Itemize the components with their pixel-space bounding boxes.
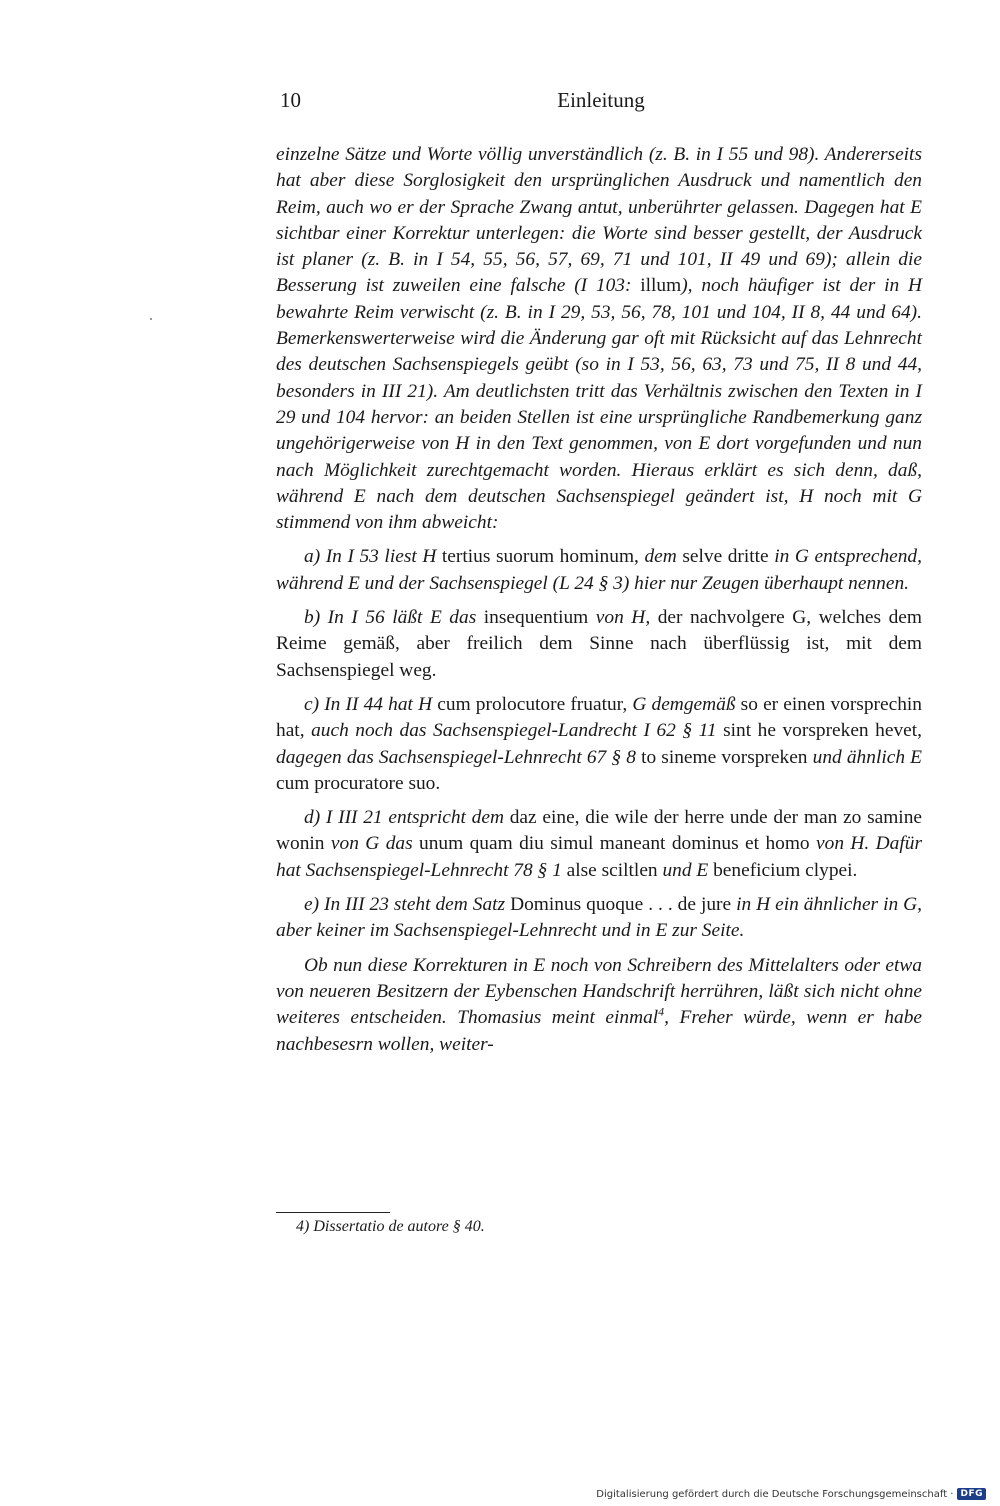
page-header: [280, 88, 922, 122]
paragraph-e: e) In III 23 steht dem Satz Dominus quoque . . . de jure in H ein ähnlicher in G, aber keiner im Sachsenspiegel-Lehnrecht und in E zur Seite.: [276, 894, 922, 942]
credit-text: Digitalisierung gefördert durch die Deutsche Forschungsgemeinschaft ·: [596, 1488, 954, 1500]
paragraph-c: c) In II 44 hat H cum prolocutore fruatur, G demgemäß so er einen vorsprechin hat, auch noch das Sachsenspiegel-Landrecht I 62 § 11 sint he vorspreken hevet, dagegen das Sachsenspiegel-Lehnrecht 67 § 8 to sineme vorspreken und ähnlich E cum procuratore suo.: [276, 693, 923, 794]
paragraph-1: einzelne Sätze und Worte völlig unverständlich (z. B. in I 55 und 98). Andererseits hat aber diese Sorglosigkeit den ursprünglichen Ausdruck und namentlich den Reim, auch wo er der Sprache Zwang antut, unberührter gelassen. Dagegen hat E sichtbar einer Korrektur unterlegen: die Worte sind besser gestellt, der Ausdruck ist planer (z. B. in I 54, 55, 56, 57, 69, 71 und 101, II 49 und 69); allein die Besserung ist zuweilen eine falsche (I 103: illum), noch häufiger ist der in H bewahrte Reim verwischt (z. B. in I 29, 53, 56, 78, 101 und 104, II 8, 44 und 64). Bemerkenswerterweise wird die Änderung gar oft mit Rücksicht auf das Lehnrecht des deutschen Sachsenspiegels geübt (so in I 53, 56, 63, 73 und 75, II 8 und 44, besonders in III 21). Am deutlichsten tritt das Verhältnis zwischen den Texten in I 29 und 104 hervor: an beiden Stellen ist eine ursprüngliche Randbemerkung ganz ungehörigerweise von H in den Text genommen, von E dort vorgefunden und nun nach Möglichkeit zurechtgemacht worden. Hieraus erklärt es sich denn, daß, während E nach dem deutschen Sachsenspiegel geändert ist, H noch mit G stimmend von ihm abweicht:: [276, 144, 922, 534]
footnote-divider: [276, 1212, 390, 1213]
digitization-credit: [596, 1488, 986, 1500]
scan-speck: [150, 318, 152, 320]
paragraph-f: Ob nun diese Korrekturen in E noch von Schreibern des Mittelalters oder etwa von neueren Besitzern der Eybenschen Handschrift herrühren, läßt sich nicht ohne weiteres entscheiden. Thomasius meint einmal$^4$, Freher würde, wenn er habe nachbesesrn wollen, weiter-: [276, 954, 923, 1055]
paragraph-a: a) In I 53 liest H tertius suorum hominum, dem selve dritte in G entsprechend, während E und der Sachsenspiegel (L 24 § 3) hier nur Zeugen überhaupt nennen.: [276, 546, 922, 594]
paragraph-b: b) In I 56 läßt E das insequentium von H, der nachvolgere G, welches dem Reime gemäß, aber freilich dem Sinne nach überflüssig ist, mit dem Sachsenspiegel weg.: [276, 607, 922, 681]
dfg-logo-icon: DFG: [957, 1488, 986, 1500]
page-number: 10: [280, 88, 301, 112]
body-text: [276, 142, 922, 1058]
footnote-reference: 4: [658, 1004, 665, 1019]
footnote: 4) Dissertatio de autore § 40.: [296, 1218, 485, 1235]
paragraph-d: d) I III 21 entspricht dem daz eine, die wile der herre unde der man zo samine wonin von G das unum quam diu simul maneant dominus et homo von H. Dafür hat Sachsenspiegel-Lehnrecht 78 § 1 alse sciltlen und E beneficium clypei.: [276, 807, 923, 881]
running-title: Einleitung: [557, 88, 645, 112]
